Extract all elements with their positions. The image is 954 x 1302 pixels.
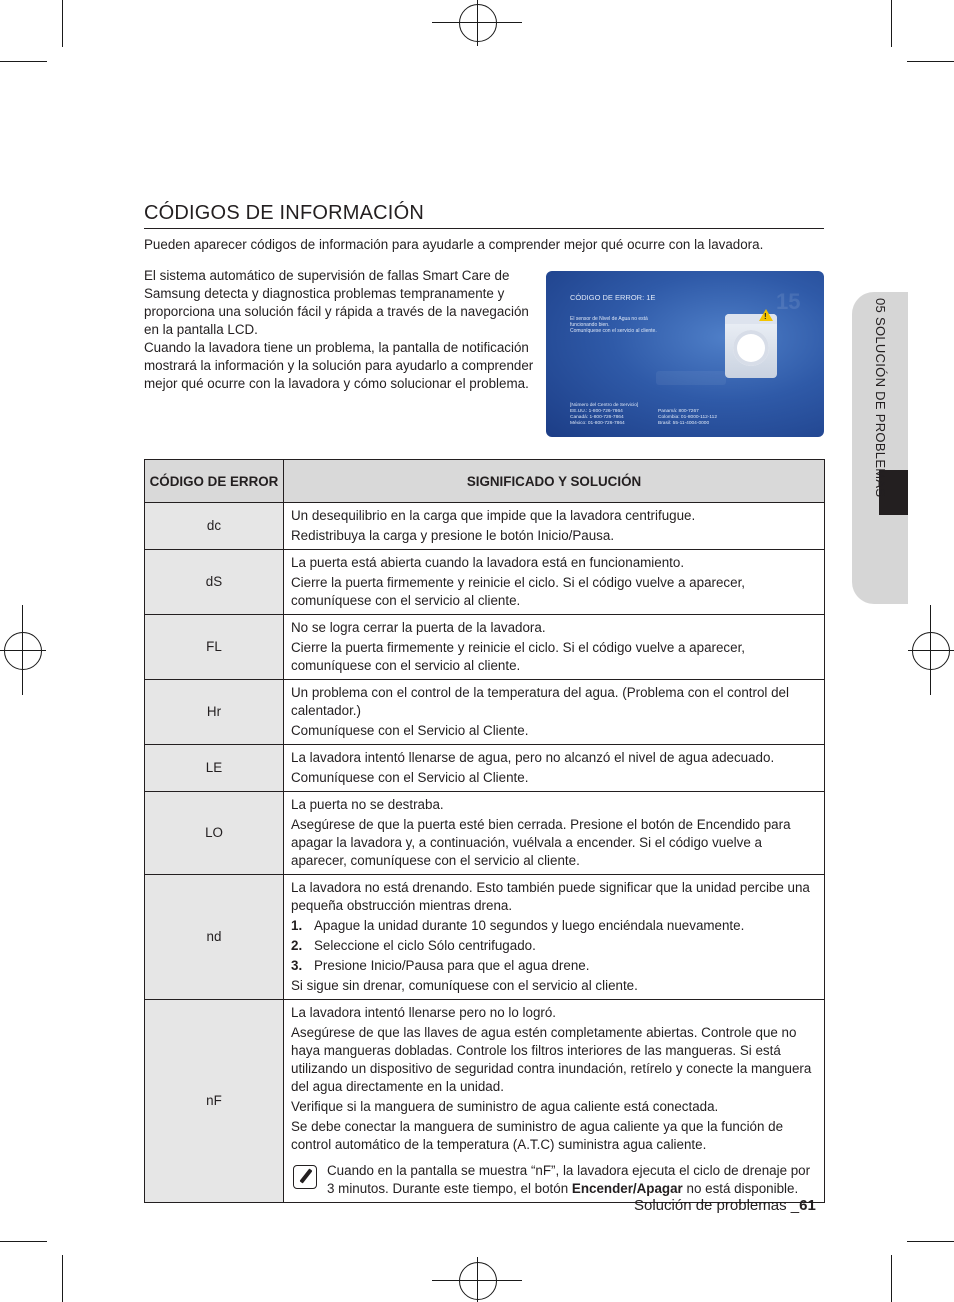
error-code-table bbox=[144, 459, 825, 1203]
table-row bbox=[145, 680, 825, 745]
numbered-step bbox=[291, 937, 818, 955]
numbered-step bbox=[291, 957, 818, 975]
lcd-screen-image bbox=[546, 271, 824, 437]
lcd-error-title: CÓDIGO DE ERROR: 1E bbox=[570, 293, 656, 302]
step-number: 1. bbox=[291, 918, 303, 933]
note-text bbox=[327, 1162, 818, 1198]
note-text-part: no está disponible. bbox=[682, 1181, 799, 1196]
lcd-background-decoration: 15 bbox=[776, 289, 801, 314]
error-code: LE bbox=[145, 745, 284, 792]
error-meaning bbox=[284, 1000, 825, 1203]
table-row bbox=[145, 503, 825, 550]
registration-mark bbox=[459, 4, 497, 42]
meaning-line: La puerta no se destraba. bbox=[291, 797, 444, 812]
meaning-line: Cierre la puerta firmemente y reinicie el ciclo. Si el código vuelve a aparecer, comuníquese con el servicio al cliente. bbox=[291, 575, 746, 608]
crop-mark bbox=[62, 1255, 63, 1302]
chapter-tab-label: 05 SOLUCIÓN DE PROBLEMAS bbox=[873, 298, 888, 498]
table-row bbox=[145, 550, 825, 615]
meaning-line: Comuníquese con el Servicio al Cliente. bbox=[291, 770, 529, 785]
step-number: 3. bbox=[291, 958, 303, 973]
note-pencil-icon bbox=[293, 1165, 317, 1189]
meaning-line: Redistribuya la carga y presione le botón Inicio/Pausa. bbox=[291, 528, 615, 543]
lcd-background-decoration bbox=[656, 371, 726, 385]
error-code: dc bbox=[145, 503, 284, 550]
lcd-message-line: funcionando bien. bbox=[570, 322, 610, 329]
washer-door bbox=[733, 330, 769, 366]
washer-icon bbox=[725, 314, 777, 378]
error-code: dS bbox=[145, 550, 284, 615]
meaning-line: La lavadora intentó llenarse pero no lo logró. bbox=[291, 1005, 557, 1020]
step-text: Apague la unidad durante 10 segundos y luego enciéndala nuevamente. bbox=[314, 918, 745, 933]
lcd-message bbox=[570, 316, 710, 335]
meaning-line: Verifique si la manguera de suministro de agua caliente está conectada. bbox=[291, 1099, 719, 1114]
lcd-message-line: El sensor de Nivel de Agua no está bbox=[570, 316, 648, 322]
table-row bbox=[145, 875, 825, 1000]
phone-line: México: 01-800-726-7864 bbox=[570, 421, 625, 426]
table-row bbox=[145, 1000, 825, 1203]
page-footer bbox=[634, 1197, 816, 1214]
meaning-line: Asegúrese de que las llaves de agua estén completamente abiertas. Controle que no haya mangueras dobladas. Controle los filtros interiores de las mangueras. Si está utilizando un dispositivo de seguridad contra inundación, retírelo y conecte la manguera del agua directamente en la unidad. bbox=[291, 1025, 812, 1094]
meaning-line: La lavadora intentó llenarse de agua, pero no alcanzó el nivel de agua adecuado. bbox=[291, 750, 775, 765]
meaning-line: Un problema con el control de la temperatura del agua. (Problema con el control del calentador.) bbox=[291, 685, 789, 718]
phone-line: EE.UU.: 1-800-726-7864 bbox=[570, 409, 623, 414]
lcd-message-line: Comuníquese con el servicio al cliente. bbox=[570, 328, 657, 335]
error-meaning bbox=[284, 745, 825, 792]
phone-line: Colombia: 01-8000-112-112 bbox=[658, 415, 718, 420]
error-code: Hr bbox=[145, 680, 284, 745]
crop-mark bbox=[0, 650, 46, 651]
error-code: LO bbox=[145, 792, 284, 875]
meaning-line: Se debe conectar la manguera de suministro de agua caliente ya que la función de control automático de la temperatura (A.T.C) suministra agua caliente. bbox=[291, 1119, 784, 1152]
error-code: nF bbox=[145, 1000, 284, 1203]
column-header-code: CÓDIGO DE ERROR bbox=[145, 460, 284, 503]
meaning-line: Comuníquese con el Servicio al Cliente. bbox=[291, 723, 529, 738]
description-paragraph: Cuando la lavadora tiene un problema, la pantalla de notificación mostrará la información y la solución para ayudarlo a comprender mejor qué ocurre con la lavadora y cómo solucionar el problema. bbox=[144, 340, 534, 391]
crop-mark bbox=[907, 61, 954, 62]
phone-line: Panamá: 800-7267 bbox=[658, 409, 699, 414]
error-meaning bbox=[284, 875, 825, 1000]
step-number: 2. bbox=[291, 938, 303, 953]
column-header-meaning: SIGNIFICADO Y SOLUCIÓN bbox=[284, 460, 825, 503]
crop-mark bbox=[891, 0, 892, 47]
step-text: Presione Inicio/Pausa para que el agua drene. bbox=[314, 958, 590, 973]
error-meaning bbox=[284, 680, 825, 745]
note-text-part: Cuando en la pantalla se muestra “nF”, la lavadora ejecuta el ciclo de drenaje por 3 minutos. Durante este tiempo, el botón bbox=[327, 1163, 811, 1196]
phone-line: Canadá: 1-800-726-7864 bbox=[570, 415, 624, 420]
meaning-line: Cierre la puerta firmemente y reinicie el ciclo. Si el código vuelve a aparecer, comuníquese con el servicio al cliente. bbox=[291, 640, 746, 673]
phone-line: Brasil: 55-11-4004-0000 bbox=[658, 421, 710, 426]
crop-mark bbox=[908, 650, 954, 651]
page-number: 61 bbox=[799, 1197, 816, 1214]
error-meaning bbox=[284, 792, 825, 875]
table-row bbox=[145, 615, 825, 680]
numbered-step bbox=[291, 917, 818, 935]
error-meaning bbox=[284, 615, 825, 680]
footer-text: Solución de problemas _ bbox=[634, 1197, 800, 1214]
meaning-line: No se logra cerrar la puerta de la lavadora. bbox=[291, 620, 546, 635]
crop-mark bbox=[432, 22, 522, 23]
meaning-line: Asegúrese de que la puerta esté bien cerrada. Presione el botón de Encendido para apagar la lavadora y, a continuación, vuélvala a encender. Si el código vuelve a aparecer, comuníquese con el servicio al cliente. bbox=[291, 817, 791, 868]
crop-mark bbox=[891, 1255, 892, 1302]
registration-mark bbox=[459, 1262, 497, 1300]
description-paragraph: El sistema automático de supervisión de fallas Smart Care de Samsung detecta y diagnostica problemas tempranamente y proporciona una solución fácil y rápida a través de la navegación en la pantalla LCD. bbox=[144, 268, 529, 337]
table-row bbox=[145, 745, 825, 792]
intro-text: Pueden aparecer códigos de información para ayudarle a comprender mejor qué ocurre con la lavadora. bbox=[144, 237, 764, 252]
phone-line: [Número del Centro de Servicio] bbox=[570, 403, 639, 408]
error-meaning bbox=[284, 550, 825, 615]
crop-mark bbox=[477, 0, 478, 46]
warning-mark: ! bbox=[764, 312, 767, 321]
description bbox=[144, 267, 539, 393]
error-code: FL bbox=[145, 615, 284, 680]
table-header-row bbox=[145, 460, 825, 503]
section-title: CÓDIGOS DE INFORMACIÓN bbox=[144, 202, 824, 229]
meaning-line: La puerta está abierta cuando la lavadora está en funcionamiento. bbox=[291, 555, 685, 570]
crop-mark bbox=[0, 1241, 47, 1242]
note bbox=[291, 1162, 818, 1198]
registration-mark bbox=[4, 632, 42, 670]
error-code: nd bbox=[145, 875, 284, 1000]
note-button-name: Encender/Apagar bbox=[571, 1181, 683, 1196]
table-row bbox=[145, 792, 825, 875]
meaning-line: La lavadora no está drenando. Esto también puede significar que la unidad percibe una pequeña obstrucción mientras drena. bbox=[291, 880, 810, 913]
crop-mark bbox=[62, 0, 63, 47]
meaning-line: Si sigue sin drenar, comuníquese con el servicio al cliente. bbox=[291, 978, 638, 993]
crop-mark bbox=[0, 61, 47, 62]
crop-mark bbox=[907, 1241, 954, 1242]
step-text: Seleccione el ciclo Sólo centrifugado. bbox=[314, 938, 536, 953]
crop-mark bbox=[432, 1280, 522, 1281]
registration-mark bbox=[912, 632, 950, 670]
error-meaning bbox=[284, 503, 825, 550]
meaning-line: Un desequilibrio en la carga que impide que la lavadora centrifugue. bbox=[291, 508, 696, 523]
